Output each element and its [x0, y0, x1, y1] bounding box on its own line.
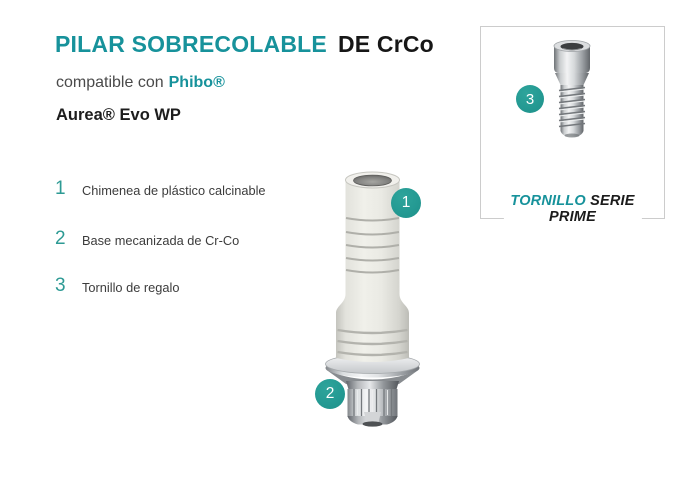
feature-item-2 — [55, 228, 315, 250]
callout-badge-3: 3 — [516, 85, 544, 113]
page-title — [55, 31, 434, 58]
screw-box-label-line2: PRIME — [549, 209, 596, 226]
feature-number-2: 2 — [55, 228, 66, 249]
product-line: Aurea® Evo WP — [56, 106, 181, 124]
page-title-highlight: PILAR SOBRECOLABLE — [55, 31, 327, 57]
feature-number-1: 1 — [55, 178, 66, 199]
feature-label-1: Chimenea de plástico calcinable — [82, 182, 266, 198]
compatibility-brand: Phibo® — [168, 74, 225, 91]
screw-box-label-highlight: TORNILLO — [510, 192, 586, 209]
page-title-rest: DE CrCo — [337, 31, 434, 57]
feature-item-1 — [55, 178, 315, 200]
screw-box-label-line1 — [510, 193, 634, 210]
screw-body — [554, 41, 590, 138]
screw-box — [480, 26, 665, 226]
feature-number-3: 3 — [55, 275, 66, 296]
compatibility-prefix: compatible con — [56, 74, 164, 91]
screw-box-label — [503, 193, 641, 226]
screw-illustration — [539, 39, 605, 139]
feature-label-2: Base mecanizada de Cr-Co — [82, 232, 240, 248]
callout-badge-1: 1 — [391, 188, 421, 218]
compatibility-line — [56, 74, 225, 92]
callout-badge-2: 2 — [315, 379, 345, 409]
screw-box-label-dark: SERIE — [590, 192, 635, 209]
feature-label-3: Tornillo de regalo — [82, 279, 180, 295]
feature-item-3 — [55, 275, 315, 297]
